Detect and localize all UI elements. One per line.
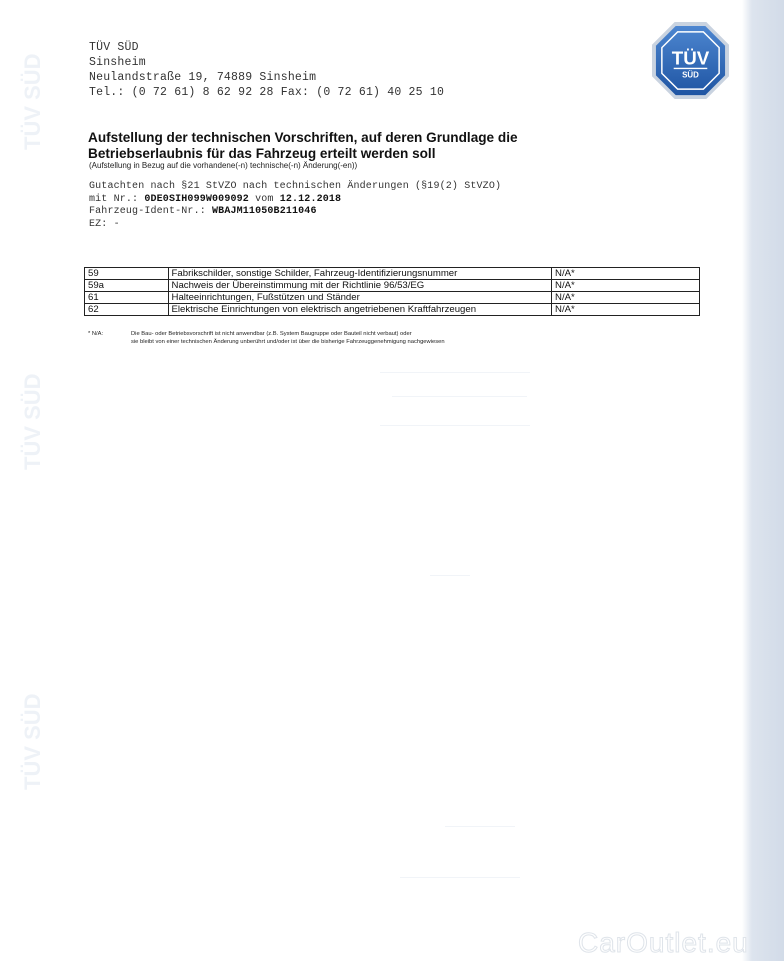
table-row bbox=[85, 280, 700, 292]
bleed-through-mark bbox=[400, 877, 520, 878]
rule-description: Fabrikschilder, sonstige Schilder, Fahrzeug-Identifizierungsnummer bbox=[168, 268, 551, 280]
logo-text-bottom: SÜD bbox=[682, 70, 699, 80]
issuer-contact: Tel.: (0 72 61) 8 62 92 28 Fax: (0 72 61) 40 25 10 bbox=[89, 86, 445, 99]
svg-text:TÜV SÜD: TÜV SÜD bbox=[20, 373, 45, 470]
rule-description: Nachweis der Übereinstimmung mit der Richtlinie 96/53/EG bbox=[168, 280, 551, 292]
tuv-sud-logo bbox=[651, 21, 730, 100]
report-type: Gutachten nach §21 StVZO nach technischen Änderungen (§19(2) StVZO) bbox=[89, 181, 502, 192]
report-details bbox=[89, 181, 501, 231]
document-subtitle: (Aufstellung in Bezug auf die vorhandene(-n) technische(-n) Änderung(-en)) bbox=[89, 161, 358, 170]
footnote-text bbox=[131, 330, 445, 346]
rule-number: 59a bbox=[85, 280, 169, 292]
security-band bbox=[0, 0, 56, 961]
rule-status: N/A* bbox=[552, 292, 700, 304]
report-number: 0DE0SIH099W009092 bbox=[144, 193, 249, 205]
report-number-line bbox=[89, 194, 501, 207]
bleed-through-mark bbox=[380, 425, 530, 426]
table-row bbox=[85, 292, 700, 304]
issuer-name: TÜV SÜD bbox=[89, 41, 139, 54]
svg-text:TÜV SÜD: TÜV SÜD bbox=[20, 53, 45, 150]
svg-text:TÜV SÜD: TÜV SÜD bbox=[20, 693, 45, 790]
rule-description: Elektrische Einrichtungen von elektrisch angetriebenen Kraftfahrzeugen bbox=[168, 304, 551, 316]
rule-number: 59 bbox=[85, 268, 169, 280]
issuer-address bbox=[89, 40, 444, 100]
vehicle-id-line bbox=[89, 206, 501, 219]
bleed-through-mark bbox=[392, 396, 527, 397]
report-date-label: vom bbox=[248, 193, 280, 205]
brand-watermark: CarOutlet.eu bbox=[578, 927, 749, 958]
issuer-street: Neulandstraße 19, 74889 Sinsheim bbox=[89, 71, 317, 84]
vehicle-id-label: Fahrzeug-Ident-Nr.: bbox=[89, 206, 213, 217]
report-date: 12.12.2018 bbox=[279, 193, 342, 205]
footnote-label: * N/A: bbox=[88, 331, 104, 337]
footnote-line1: Die Bau- oder Betriebsvorschrift ist nicht anwendbar (z.B. System Baugruppe oder Bauteil nicht verbaut) oder bbox=[131, 331, 412, 337]
issuer-city: Sinsheim bbox=[89, 56, 146, 69]
security-band-pattern bbox=[0, 0, 56, 961]
bleed-through-mark bbox=[380, 372, 530, 373]
bleed-through-mark bbox=[430, 575, 470, 576]
rule-number: 62 bbox=[85, 304, 169, 316]
footnote-line2: sie bleibt von einer technischen Änderung unberührt und/oder ist über die bisherige Fahrzeuggenehmigung nachgewiesen bbox=[131, 339, 445, 345]
rule-status: N/A* bbox=[552, 268, 700, 280]
rule-number: 61 bbox=[85, 292, 169, 304]
vehicle-id-number: WBAJM11050B211046 bbox=[212, 206, 317, 217]
rule-status: N/A* bbox=[552, 304, 700, 316]
rule-description: Halteeinrichtungen, Fußstützen und Ständer bbox=[168, 292, 551, 304]
table-row bbox=[85, 304, 700, 316]
regulations-table bbox=[84, 267, 700, 316]
logo-text-top: TÜV bbox=[671, 47, 710, 69]
first-registration: EZ: - bbox=[89, 218, 120, 230]
bleed-through-mark bbox=[445, 826, 515, 827]
rule-status: N/A* bbox=[552, 280, 700, 292]
report-number-label: mit Nr.: bbox=[89, 193, 145, 205]
table-row bbox=[85, 268, 700, 280]
document-title-line1: Aufstellung der technischen Vorschriften, auf deren Grundlage die bbox=[88, 130, 518, 145]
document-title-line2: Betriebserlaubnis für das Fahrzeug erteilt werden soll bbox=[88, 146, 436, 161]
document-title bbox=[88, 130, 648, 162]
